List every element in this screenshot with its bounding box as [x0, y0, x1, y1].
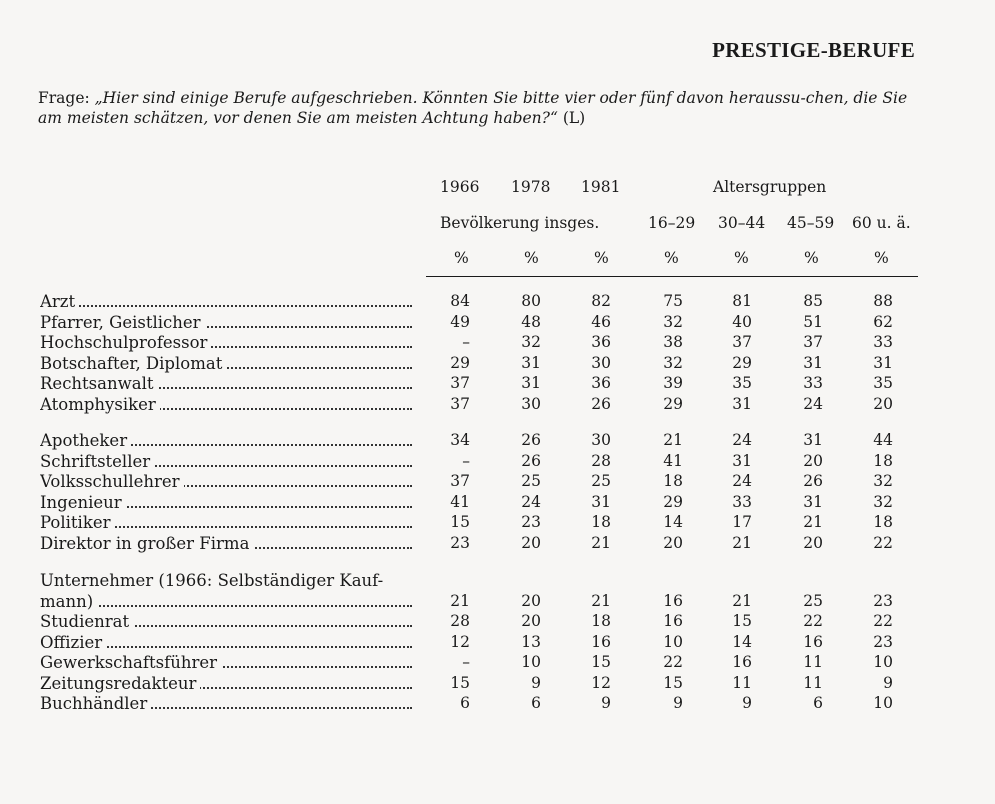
- value-cell: 20: [521, 533, 541, 552]
- value-cell: 37: [450, 394, 470, 413]
- occupation-label: Studienrat: [40, 612, 133, 631]
- value-cell: 37: [450, 472, 470, 490]
- value-cell: 30: [521, 394, 541, 413]
- value-cell: 32: [663, 312, 683, 331]
- table-row: [0, 333, 995, 354]
- table-row: [0, 313, 995, 334]
- occupation-label-cell: [40, 571, 412, 590]
- occupation-label: Buchhändler: [40, 694, 151, 713]
- header-bevoelkerung: Bevölkerung insges.: [440, 214, 600, 232]
- value-cell: 30: [591, 431, 611, 449]
- value-cell: 29: [450, 353, 470, 372]
- value-cell: 23: [873, 591, 893, 610]
- value-cell: 49: [450, 312, 470, 331]
- value-cell: 15: [450, 673, 470, 692]
- value-cell: 31: [803, 492, 823, 511]
- header-age-45-59: 45–59: [787, 214, 835, 232]
- value-cell: 31: [803, 353, 823, 372]
- occupation-label-cell: [40, 513, 412, 532]
- value-cell: 29: [663, 394, 683, 413]
- value-cell: 12: [591, 673, 611, 692]
- value-cell: 41: [450, 492, 470, 511]
- value-cell: 44: [873, 431, 893, 449]
- header-age-16-29: 16–29: [648, 214, 696, 232]
- table-row: [0, 493, 995, 514]
- value-cell: 23: [873, 632, 893, 651]
- dot-leader: [40, 305, 412, 307]
- value-cell: 21: [450, 591, 470, 610]
- value-cell: 84: [450, 292, 470, 310]
- value-cell: 35: [873, 374, 893, 392]
- value-cell: 39: [663, 374, 683, 392]
- value-cell: 25: [591, 472, 611, 490]
- value-cell: 81: [732, 292, 752, 310]
- value-cell: 30: [591, 353, 611, 372]
- value-cell: 22: [803, 612, 823, 630]
- table-row: [0, 513, 995, 534]
- occupation-label: Schriftsteller: [40, 452, 154, 471]
- value-cell: 26: [591, 394, 611, 413]
- occupation-label: Arzt: [40, 292, 79, 311]
- value-cell: 21: [732, 533, 752, 552]
- value-cell: 40: [732, 312, 752, 331]
- table-row: [0, 592, 995, 613]
- value-cell: 15: [663, 673, 683, 692]
- value-cell: 33: [732, 492, 752, 511]
- table-row: [0, 653, 995, 674]
- survey-question: [38, 88, 918, 128]
- value-cell: 26: [521, 451, 541, 470]
- table-block-1: [0, 292, 995, 415]
- value-cell: 75: [663, 292, 683, 310]
- occupation-label-cell: [40, 493, 412, 512]
- value-cell: 23: [521, 513, 541, 531]
- value-cell: 32: [521, 333, 541, 351]
- value-cell: 34: [450, 431, 470, 449]
- value-cell: 29: [732, 353, 752, 372]
- value-cell: 18: [873, 513, 893, 531]
- value-cell: 82: [591, 292, 611, 310]
- value-cell: 18: [591, 612, 611, 630]
- value-cell: 21: [591, 591, 611, 610]
- value-cell: 6: [460, 694, 470, 712]
- header-pct: %: [804, 249, 819, 267]
- value-cell: 15: [732, 612, 752, 630]
- occupation-label-cell: [40, 612, 412, 631]
- value-cell: 31: [873, 353, 893, 372]
- value-cell: 9: [601, 694, 611, 712]
- value-cell: 35: [732, 374, 752, 392]
- value-cell: 38: [663, 333, 683, 351]
- table-row: [0, 612, 995, 633]
- occupation-label-cell: [40, 313, 412, 332]
- value-cell: 32: [873, 492, 893, 511]
- value-cell: 88: [873, 292, 893, 310]
- value-cell: 28: [591, 451, 611, 470]
- header-pct: %: [524, 249, 539, 267]
- value-cell: 18: [663, 472, 683, 490]
- value-cell: –: [462, 333, 470, 351]
- occupation-label: Hochschulprofessor: [40, 333, 211, 352]
- value-cell: 21: [803, 513, 823, 531]
- table-row: [0, 534, 995, 555]
- table-row: [0, 452, 995, 473]
- table-row: [0, 374, 995, 395]
- occupation-label-cell: [40, 694, 412, 713]
- value-cell: 46: [591, 312, 611, 331]
- table-block-3: [0, 571, 995, 715]
- value-cell: 31: [803, 431, 823, 449]
- occupation-label-cell: [40, 354, 412, 373]
- value-cell: 24: [521, 492, 541, 511]
- value-cell: 31: [732, 451, 752, 470]
- value-cell: 25: [803, 591, 823, 610]
- value-cell: 36: [591, 333, 611, 351]
- value-cell: 31: [732, 394, 752, 413]
- header-age-60plus: 60 u. ä.: [852, 214, 911, 232]
- table-row: [0, 395, 995, 416]
- occupation-label: Atomphysiker: [40, 395, 160, 414]
- value-cell: –: [462, 451, 470, 470]
- header-age-30-44: 30–44: [718, 214, 766, 232]
- value-cell: 16: [803, 632, 823, 651]
- occupation-label-cell: [40, 333, 412, 352]
- value-cell: 29: [663, 492, 683, 511]
- table-row: [0, 674, 995, 695]
- value-cell: 11: [803, 673, 823, 692]
- value-cell: 24: [803, 394, 823, 413]
- value-cell: 48: [521, 312, 541, 331]
- value-cell: 31: [591, 492, 611, 511]
- table-row: [0, 571, 995, 592]
- value-cell: 20: [521, 591, 541, 610]
- value-cell: 21: [591, 533, 611, 552]
- value-cell: 10: [873, 694, 893, 712]
- header-year-1981: 1981: [581, 178, 621, 196]
- value-cell: 33: [803, 374, 823, 392]
- value-cell: 23: [450, 533, 470, 552]
- value-cell: 32: [663, 353, 683, 372]
- value-cell: 15: [591, 653, 611, 671]
- value-cell: 18: [873, 451, 893, 470]
- occupation-label-cell: [40, 653, 412, 672]
- value-cell: 15: [450, 513, 470, 531]
- value-cell: 20: [803, 533, 823, 552]
- value-cell: 10: [663, 632, 683, 651]
- occupation-label: Zeitungsredakteur: [40, 674, 200, 693]
- value-cell: 21: [732, 591, 752, 610]
- value-cell: 10: [521, 653, 541, 671]
- occupation-label: Apotheker: [40, 431, 131, 450]
- value-cell: 22: [873, 612, 893, 630]
- value-cell: 22: [873, 533, 893, 552]
- value-cell: 16: [732, 653, 752, 671]
- value-cell: 16: [663, 612, 683, 630]
- occupation-label-cell: [40, 395, 412, 414]
- header-pct: %: [664, 249, 679, 267]
- occupation-label: Politiker: [40, 513, 114, 532]
- value-cell: 85: [803, 292, 823, 310]
- occupation-label-cell: [40, 592, 412, 611]
- table-row: [0, 633, 995, 654]
- header-altersgruppen: Altersgruppen: [713, 178, 827, 196]
- value-cell: 9: [883, 673, 893, 692]
- value-cell: 26: [803, 472, 823, 490]
- value-cell: 32: [873, 472, 893, 490]
- table-row: [0, 292, 995, 313]
- value-cell: 37: [803, 333, 823, 351]
- value-cell: 21: [663, 431, 683, 449]
- occupation-label: Direktor in großer Firma: [40, 534, 253, 553]
- value-cell: 36: [591, 374, 611, 392]
- value-cell: 12: [450, 632, 470, 651]
- value-cell: 24: [732, 472, 752, 490]
- value-cell: 6: [813, 694, 823, 712]
- value-cell: 62: [873, 312, 893, 331]
- value-cell: –: [462, 653, 470, 671]
- occupation-label-cell: [40, 534, 412, 553]
- question-source: (L): [557, 109, 586, 127]
- occupation-label: mann): [40, 592, 97, 611]
- value-cell: 9: [531, 673, 541, 692]
- occupation-label: Unternehmer (1966: Selbständiger Kauf-: [40, 571, 387, 590]
- header-pct: %: [874, 249, 889, 267]
- value-cell: 6: [531, 694, 541, 712]
- value-cell: 37: [450, 374, 470, 392]
- header-pct: %: [454, 249, 469, 267]
- value-cell: 20: [873, 394, 893, 413]
- value-cell: 31: [521, 374, 541, 392]
- question-prefix: Frage:: [38, 89, 95, 107]
- value-cell: 14: [663, 513, 683, 531]
- occupation-label-cell: [40, 472, 412, 491]
- occupation-label-cell: [40, 674, 412, 693]
- value-cell: 9: [742, 694, 752, 712]
- value-cell: 26: [521, 431, 541, 449]
- value-cell: 14: [732, 632, 752, 651]
- value-cell: 20: [803, 451, 823, 470]
- occupation-label: Rechtsanwalt: [40, 374, 158, 393]
- value-cell: 9: [673, 694, 683, 712]
- table-row: [0, 472, 995, 493]
- value-cell: 22: [663, 653, 683, 671]
- header-rule: [426, 276, 918, 277]
- occupation-label-cell: [40, 633, 412, 652]
- table-row: [0, 354, 995, 375]
- occupation-label-cell: [40, 374, 412, 393]
- header-year-1978: 1978: [511, 178, 551, 196]
- value-cell: 11: [803, 653, 823, 671]
- occupation-label: Gewerkschaftsführer: [40, 653, 221, 672]
- occupation-label-cell: [40, 431, 412, 450]
- value-cell: 17: [732, 513, 752, 531]
- occupation-label-cell: [40, 452, 412, 471]
- value-cell: 37: [732, 333, 752, 351]
- header-pct: %: [594, 249, 609, 267]
- occupation-label-cell: [40, 292, 412, 311]
- value-cell: 80: [521, 292, 541, 310]
- value-cell: 51: [803, 312, 823, 331]
- table-row: [0, 694, 995, 715]
- header-year-1966: 1966: [440, 178, 480, 196]
- value-cell: 16: [591, 632, 611, 651]
- value-cell: 25: [521, 472, 541, 490]
- value-cell: 10: [873, 653, 893, 671]
- occupation-label: Offizier: [40, 633, 106, 652]
- value-cell: 41: [663, 451, 683, 470]
- value-cell: 24: [732, 431, 752, 449]
- value-cell: 11: [732, 673, 752, 692]
- value-cell: 18: [591, 513, 611, 531]
- table-block-2: [0, 431, 995, 554]
- value-cell: 13: [521, 632, 541, 651]
- occupation-label: Volksschullehrer: [40, 472, 184, 491]
- header-pct: %: [734, 249, 749, 267]
- value-cell: 33: [873, 333, 893, 351]
- value-cell: 28: [450, 612, 470, 630]
- value-cell: 31: [521, 353, 541, 372]
- page-title: PRESTIGE-BERUFE: [712, 38, 915, 62]
- occupation-label: Botschafter, Diplomat: [40, 354, 226, 373]
- value-cell: 20: [663, 533, 683, 552]
- table-row: [0, 431, 995, 452]
- occupation-label: Pfarrer, Geistlicher: [40, 313, 205, 332]
- occupation-label: Ingenieur: [40, 493, 126, 512]
- value-cell: 20: [521, 612, 541, 630]
- question-text: „Hier sind einige Berufe aufgeschrieben. Könnten Sie bitte vier oder fünf davon heraussu-chen, die Sie am meisten schätzen, vor denen Sie am meisten Achtung haben?“: [38, 89, 908, 127]
- value-cell: 16: [663, 591, 683, 610]
